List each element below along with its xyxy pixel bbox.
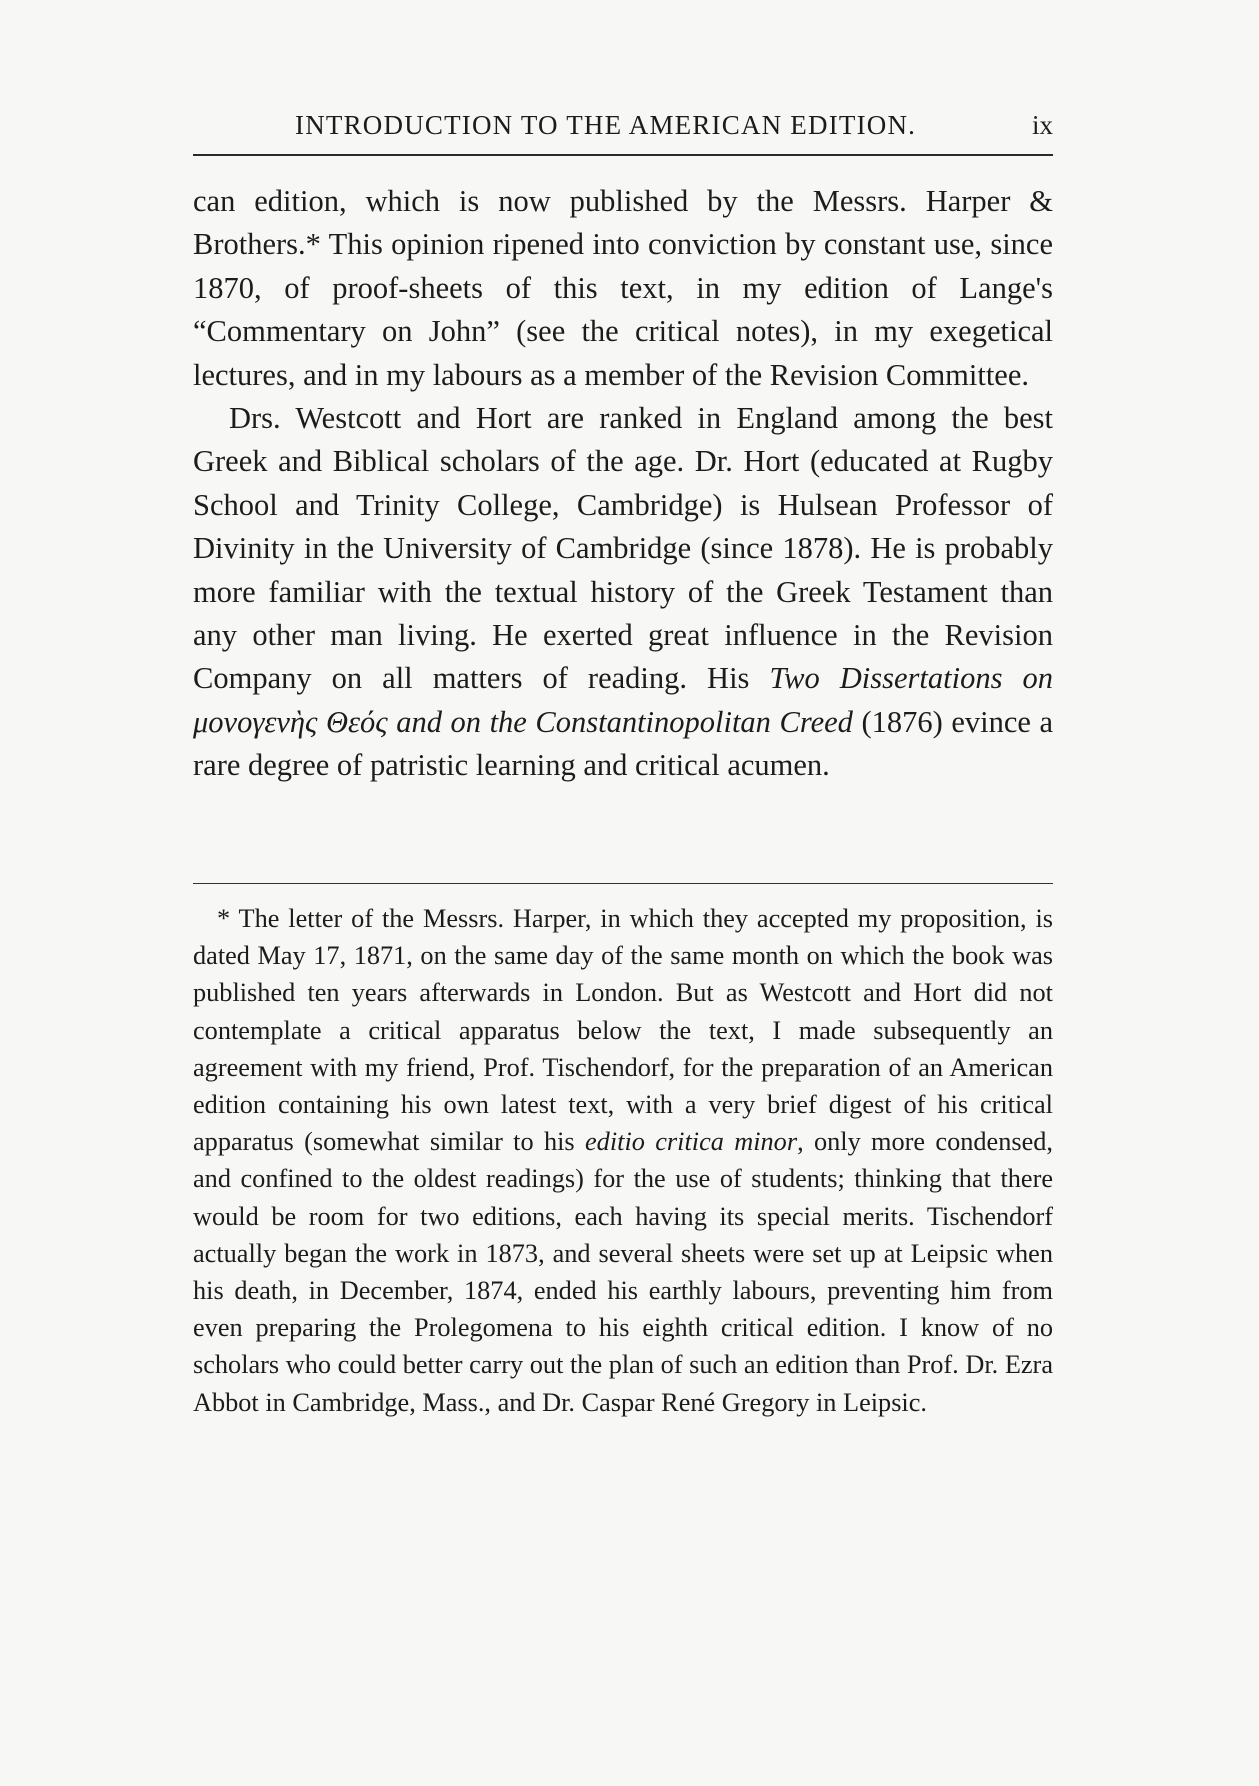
- footnote-text-end: , only more condensed, and confined to the oldest readings) for the use of students; thinking that there would be room for two editions, each having its special merits. Tischendorf actually began the work in 1873, and several sheets were set up at Leipsic when his death, in December, 1874, ended his earthly labours, preventing him from even preparing the Prolegomena to his eighth critical edition. I know of no scholars who could better carry out the plan of such an edition than Prof. Dr. Ezra Abbot in Cambridge, Mass., and Dr. Caspar René Gregory in Leipsic.: [193, 1127, 1053, 1417]
- paragraph-1: can edition, which is now published by the Messrs. Harper & Brothers.* This opinion ripened into conviction by constant use, since 1870, of proof-sheets of this text, in my edition of Lange's “Commentary on John” (see the critical notes), in my exegetical lectures, and in my labours as a member of the Revision Committee.: [193, 184, 1053, 392]
- footnote-italic: editio critica minor: [585, 1127, 798, 1157]
- main-text: [193, 180, 1053, 788]
- dissertations-title: Two Dissertations on μονογενὴς Θεός and on the Constantinopolitan Creed: [193, 661, 1053, 739]
- header-rule: [193, 154, 1053, 156]
- paragraph-2: [193, 397, 1053, 788]
- page-header: [193, 110, 1053, 155]
- footnote-text-start: * The letter of the Messrs. Harper, in which they accepted my proposition, is dated May 17, 1871, on the same day of the same month on which the book was published ten years afterwards in London. But as Westcott and Hort did not contemplate a critical apparatus below the text, I made subsequently an agreement with my friend, Prof. Tischendorf, for the preparation of an American edition containing his own latest text, with a very brief digest of his critical apparatus (somewhat similar to his: [193, 904, 1053, 1157]
- running-title: INTRODUCTION TO THE AMERICAN EDITION.: [295, 110, 917, 140]
- footnote: [193, 900, 1053, 1421]
- paragraph-2-start: Drs. Westcott and Hort are ranked in England among the best Greek and Biblical scholars of the age. Dr. Hort (educated at Rugby School and Trinity College, Cambridge) is Hulsean Professor of Divinity in the University of Cambridge (since 1878). He is probably more familiar with the textual history of the Greek Testament than any other man living. He exerted great influence in the Revision Company on all matters of reading. His: [193, 401, 1053, 696]
- paragraph-2-end: (1876) evince a rare degree of patristic learning and critical acumen.: [193, 704, 1054, 783]
- footnote-rule: [193, 883, 1053, 884]
- page-number: ix: [1031, 110, 1053, 140]
- footnote-paragraph: [193, 900, 1053, 1421]
